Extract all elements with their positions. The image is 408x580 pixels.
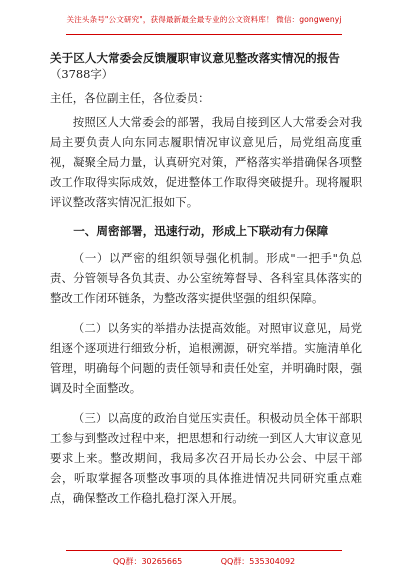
- document-body: [50, 50, 362, 518]
- footer-divider: [66, 550, 342, 551]
- body-paragraph: （三）以高度的政治自觉压实责任。积极动员全体干部职工参与到整改过程中来，把思想和行动统一到区人大审议意见要求上来。整改期间，我局多次召开局长办公会、中层干部会，听取掌握各项整改事项的具体推进情况共同研究重点难点，确保整改工作稳扎稳打深入开展。: [50, 411, 362, 505]
- word-count: （3788字）: [50, 67, 114, 81]
- header-banner-text: 关注头条号"公文研究"，获得最新最全最专业的公文资料库！ 微信：gongwenyj: [66, 15, 342, 24]
- document-title: 关于区人大常委会反馈履职审议意见整改落实情况的报告: [50, 51, 340, 65]
- header-divider: [66, 34, 342, 35]
- body-paragraph: （一）以严密的组织领导强化机制。形成"一把手"负总责、分管领导各负其责、办公室统筹督导、各科室具体落实的整改工作闭环链条，为整改落实提供坚强的组织保障。: [50, 251, 362, 305]
- footer-qq-group-1: QQ群：30265665: [112, 557, 183, 566]
- footer-banner: [0, 556, 408, 567]
- salutation: 主任，各位副主任，各位委员：: [50, 91, 210, 105]
- header-banner: [0, 0, 408, 34]
- footer-qq-group-2: QQ群：535304092: [220, 557, 296, 566]
- intro-paragraph: 按照区人大常委会的部署，我局自接到区人大常委会对我局主要负责人向东同志履职情况审议意见后，局党组高度重视，凝聚全局力量，认真研究对策，严格落实举措确保各项整改工作取得实际成效，促进整体工作取得突破提升。现将履职评议整改落实情况汇报如下。: [50, 115, 362, 209]
- body-paragraph: （二）以务实的举措办法提高效能。对照审议意见，局党组逐个逐项进行细致分析，追根溯源，研究举措。实施清单化管理，明确每个问题的责任领导和责任处室，并明确时限，强调及时全面整改。: [50, 321, 362, 395]
- section-heading: 一、周密部署，迅速行动，形成上下联动有力保障: [73, 224, 329, 238]
